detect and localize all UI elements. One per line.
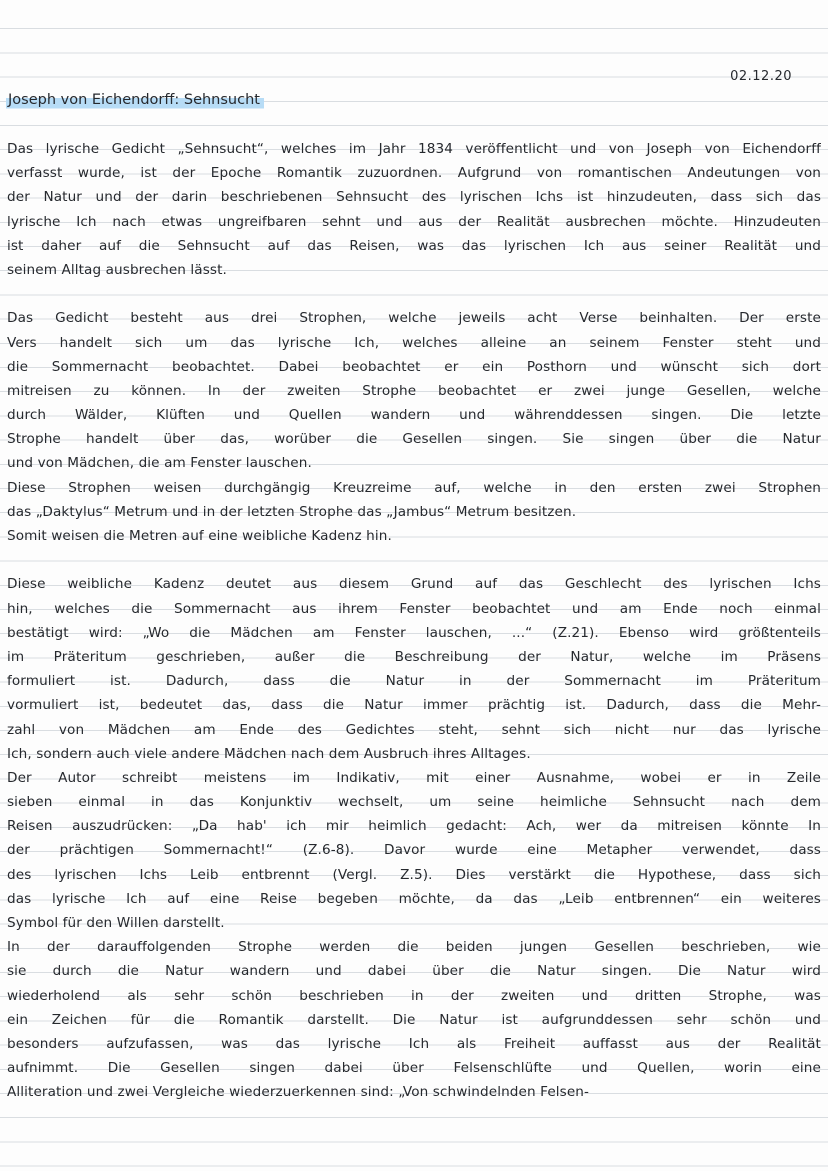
text-line: Strophe handelt über das, worüber die Gesellen singen. Sie singen über die Natur [7, 431, 821, 448]
date-label: 02.12.20 [730, 69, 792, 84]
text-line: Diese weibliche Kadenz deutet aus diesem Grund auf das Geschlecht des lyrischen Ichs [7, 576, 821, 593]
text-line: Alliteration und zwei Vergleiche wiederzuerkennen sind: „Von schwindelnden Felsen- [7, 1084, 590, 1101]
text-line: bestätigt wird: „Wo die Mädchen am Fenster lauschen, ...“ (Z.21). Ebenso wird größtenteils [7, 624, 821, 641]
text-line: des lyrischen Ichs Leib entbrennt (Vergl. Z.5). Dies verstärkt die Hypothese, dass sich [7, 866, 821, 883]
text-line: Diese Strophen weisen durchgängig Kreuzreime auf, welche in den ersten zwei Strophen [7, 479, 821, 496]
paragraph [7, 572, 821, 1104]
text-line: seinem Alltag ausbrechen lässt. [7, 261, 227, 278]
text-line: zahl von Mädchen am Ende des Gedichtes steht, sehnt sich nicht nur das lyrische [7, 721, 821, 738]
text-line: mitreisen zu können. In der zweiten Strophe beobachtet er zwei junge Gesellen, welche [7, 382, 821, 399]
text-line: In der darauffolgenden Strophe werden die beiden jungen Gesellen beschrieben, wie [7, 939, 821, 956]
text-line: verfasst wurde, ist der Epoche Romantik zuzuordnen. Aufgrund von romantischen Andeutungen von [7, 165, 821, 182]
text-line: vormuliert ist, bedeutet das, dass die Natur immer prächtig ist. Dadurch, dass die Mehr- [7, 697, 821, 714]
text-line: aufnimmt. Die Gesellen singen dabei über Felsenschlüfte und Quellen, worin eine [7, 1060, 821, 1077]
paragraph [7, 137, 821, 282]
text-line: im Präteritum geschrieben, außer die Beschreibung der Natur, welche im Präsens [7, 648, 821, 665]
text-line: die Sommernacht beobachtet. Dabei beobachtet er ein Posthorn und wünscht sich dort [7, 358, 821, 375]
text-line: ein Zeichen für die Romantik darstellt. Die Natur ist aufgrunddessen sehr schön und [7, 1011, 821, 1028]
text-line: besonders aufzufassen, was das lyrische Ich als Freiheit auffasst aus der Realität [7, 1035, 821, 1052]
text-line: ist daher auf die Sehnsucht auf das Reisen, was das lyrischen Ich aus seiner Realität und [7, 237, 821, 254]
text-line: das lyrische Ich auf eine Reise begeben möchte, da das „Leib entbrennen“ ein weiteres [7, 890, 821, 907]
paragraph [7, 306, 821, 548]
text-line: durch Wälder, Klüften und Quellen wandern und währenddessen singen. Die letzte [7, 407, 821, 424]
text-line: Reisen auszudrücken: „Da hab' ich mir heimlich gedacht: Ach, wer da mitreisen könnte In [7, 818, 821, 835]
text-line: Das lyrische Gedicht „Sehnsucht“, welches im Jahr 1834 veröffentlicht und von Joseph von Eichendorff [7, 141, 821, 157]
text-line: sieben einmal in das Konjunktiv wechselt, um seine heimliche Sehnsucht nach dem [7, 794, 821, 811]
text-line: wiederholend als sehr schön beschrieben in der zweiten und dritten Strophe, was [7, 987, 821, 1004]
text-line: hin, welches die Sommernacht aus ihrem Fenster beobachtet und am Ende noch einmal [7, 600, 821, 617]
paragraph-gap [7, 282, 821, 306]
text-line: der Natur und der darin beschriebenen Sehnsucht des lyrischen Ichs ist hinzudeuten, dass sich das [7, 189, 821, 206]
text-line: der prächtigen Sommernacht!“ (Z.6-8). Davor wurde eine Metapher verwendet, dass [7, 842, 821, 859]
text-line: sie durch die Natur wandern und dabei über die Natur singen. Die Natur wird [7, 963, 821, 980]
text-line: Vers handelt sich um das lyrische Ich, welches alleine an seinem Fenster steht und [7, 334, 821, 351]
text-line: formuliert ist. Dadurch, dass die Natur in der Sommernacht im Präteritum [7, 673, 821, 690]
text-line: Symbol für den Willen darstellt. [7, 915, 225, 931]
page-title: Joseph von Eichendorff: Sehnsucht [6, 89, 264, 111]
text-line: das „Daktylus“ Metrum und in der letzten Strophe das „Jambus“ Metrum besitzen. [7, 503, 577, 520]
paragraph-gap [7, 548, 821, 572]
text-line: und von Mädchen, die am Fenster lauschen. [7, 455, 312, 472]
essay-body [7, 137, 821, 1105]
text-line: Das Gedicht besteht aus drei Strophen, welche jeweils acht Verse beinhalten. Der erste [7, 310, 821, 327]
text-line: Somit weisen die Metren auf eine weibliche Kadenz hin. [7, 528, 392, 544]
text-line: Der Autor schreibt meistens im Indikativ, mit einer Ausnahme, wobei er in Zeile [7, 769, 821, 786]
text-line: Ich, sondern auch viele andere Mädchen nach dem Ausbruch ihres Alltages. [7, 745, 531, 762]
text-line: lyrische Ich nach etwas ungreifbaren sehnt und aus der Realität ausbrechen möchte. Hinzudeuten [7, 213, 821, 230]
